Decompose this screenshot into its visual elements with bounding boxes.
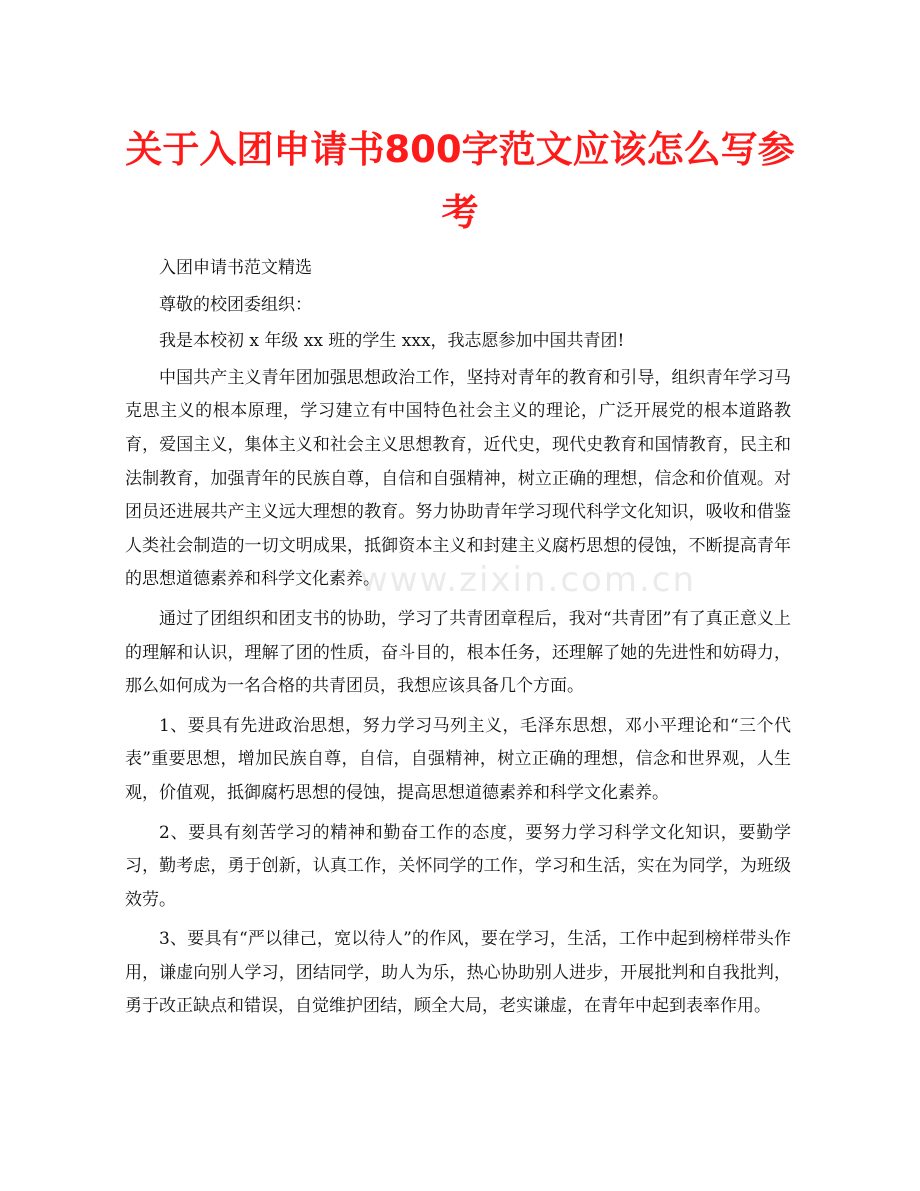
paragraph-salutation: 尊敬的校团委组织： <box>159 294 312 315</box>
paragraph-point-3: 3、要具有“严以律己，宽以待人”的作风，要在学习，生活，工作中起到榜样带头作用，谦虚向别人学习，团结同学，助人为乐，热心协助别人进步，开展批判和自我批判，勇于改正缺点和错误，自觉维护团结，顾全大局，老实谦虚，在青年中起到表率作用。 <box>125 929 791 1017</box>
paragraph-heading: 入团申请书范文精选 <box>159 258 312 278</box>
paragraph-point-1: 1、要具有先进政治思想，努力学习马列主义，毛泽东思想，邓小平理论和“三个代表”重要思想，增加民族自尊，自信，自强精神，树立正确的理想，信念和世界观，人生观，价值观，抵御腐朽思想的侵蚀，提高思想道德素养和科学文化素养。 <box>125 715 791 803</box>
paragraph-point-2: 2、要具有刻苦学习的精神和勤奋工作的态度，要努力学习科学文化知识，要勤学习，勤考虑，勇于创新，认真工作，关怀同学的工作，学习和生活，实在为同学，为班级效劳。 <box>125 822 791 910</box>
paragraph-intro: 我是本校初 x 年级 xx 班的学生 xxx，我志愿参加中国共青团! <box>159 331 625 352</box>
document-body <box>125 252 791 1030</box>
paragraph-body: 通过了团组织和团支书的协助，学习了共青团章程后，我对“共青团”有了真正意义上的理解和认识，理解了团的性质，奋斗目的，根本任务，还理解了她的先进性和妨碍力，那么如何成为一名合格的共青团员，我想应该具备几个方面。 <box>125 608 791 697</box>
document-title: 关于入团申请书800字范文应该怎么写参考 <box>125 128 795 234</box>
paragraph-body: 中国共产主义青年团加强思想政治工作，坚持对青年的教育和引导，组织青年学习马克思主义的根本原理，学习建立有中国特色社会主义的理论，广泛开展党的根本道路教育，爱国主义，集体主义和社会主义思想教育，近代史，现代史教育和国情教育，民主和法制教育，加强青年的民族自尊，自信和自强精神，树立正确的理想，信念和价值观。对团员还进展共产主义远大理想的教育。努力协助青年学习现代科学文化知识，吸收和借鉴人类社会制造的一切文明成果，抵御资本主义和封建主义腐朽思想的侵蚀，不断提高青年的思想道德素养和科学文化素养。 <box>125 367 791 590</box>
watermark: www.zixin.com.cn <box>360 560 696 600</box>
